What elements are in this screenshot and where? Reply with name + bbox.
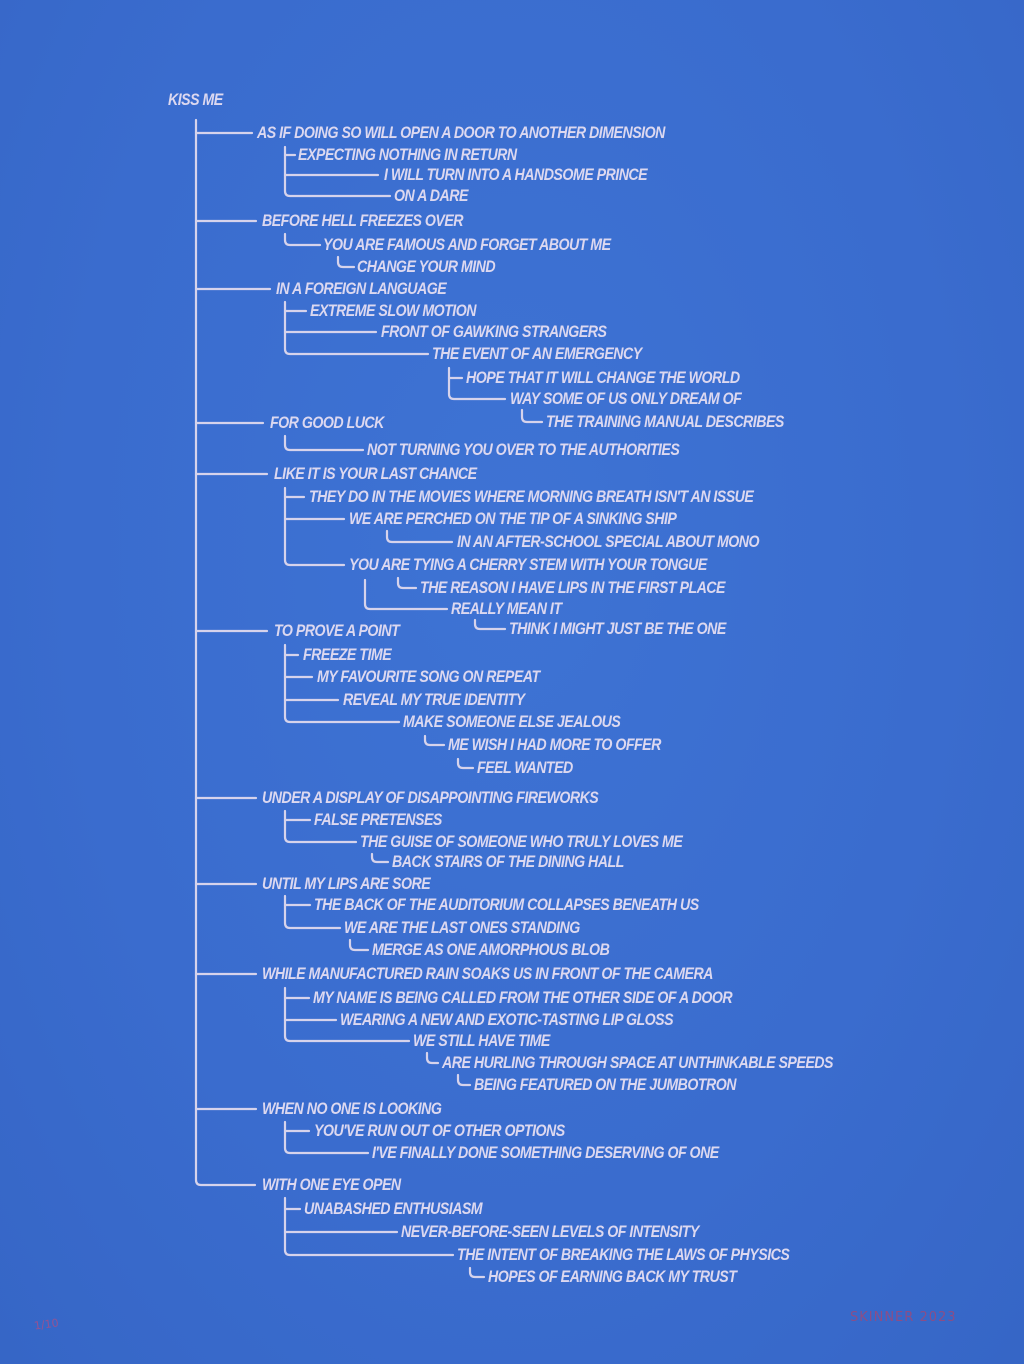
tree-node-label: ME WISH I HAD MORE TO OFFER [448,736,661,754]
tree-node-label: MAKE SOMEONE ELSE JEALOUS [403,713,621,731]
tree-node-label: WHILE MANUFACTURED RAIN SOAKS US IN FRONT OF THE CAMERA [262,965,713,983]
tree-node-label: FEEL WANTED [477,759,573,777]
tree-node-label: FOR GOOD LUCK [270,414,384,432]
tree-node-label: EXPECTING NOTHING IN RETURN [298,146,517,164]
tree-node-label: REALLY MEAN IT [451,600,562,618]
tree-node-label: NEVER-BEFORE-SEEN LEVELS OF INTENSITY [401,1223,699,1241]
tree-node-label: UNDER A DISPLAY OF DISAPPOINTING FIREWORKS [262,789,599,807]
tree-node-label: WE STILL HAVE TIME [413,1032,550,1050]
tree-node-label: THEY DO IN THE MOVIES WHERE MORNING BREATH ISN'T AN ISSUE [309,488,754,506]
tree-node-label: FALSE PRETENSES [314,811,442,829]
tree-node-label: ARE HURLING THROUGH SPACE AT UNTHINKABLE SPEEDS [442,1054,833,1072]
tree-node-label: MY FAVOURITE SONG ON REPEAT [317,668,540,686]
tree-node-label: THE EVENT OF AN EMERGENCY [432,345,642,363]
tree-node-label: THE BACK OF THE AUDITORIUM COLLAPSES BENEATH US [314,896,699,914]
tree-node-label: LIKE IT IS YOUR LAST CHANCE [274,465,477,483]
tree-node-label: FRONT OF GAWKING STRANGERS [381,323,607,341]
tree-root-label: KISS ME [168,91,223,109]
tree-node-label: IN AN AFTER-SCHOOL SPECIAL ABOUT MONO [457,533,760,551]
tree-node-label: TO PROVE A POINT [274,622,400,640]
tree-node-label: UNTIL MY LIPS ARE SORE [262,875,431,893]
artist-signature: SKINNER 2023 [850,1310,957,1325]
tree-node-label: ON A DARE [394,187,468,205]
tree-node-label: THE GUISE OF SOMEONE WHO TRULY LOVES ME [360,833,683,851]
tree-node-label: BACK STAIRS OF THE DINING HALL [392,853,624,871]
tree-node-label: I WILL TURN INTO A HANDSOME PRINCE [384,166,648,184]
tree-node-label: MERGE AS ONE AMORPHOUS BLOB [372,941,610,959]
tree-node-label: AS IF DOING SO WILL OPEN A DOOR TO ANOTHER DIMENSION [257,124,665,142]
tree-node-label: WAY SOME OF US ONLY DREAM OF [510,390,742,408]
tree-node-label: IN A FOREIGN LANGUAGE [276,280,447,298]
tree-node-label: WEARING A NEW AND EXOTIC-TASTING LIP GLOSS [340,1011,674,1029]
tree-node-label: CHANGE YOUR MIND [357,258,496,276]
tree-node-label: WE ARE THE LAST ONES STANDING [344,919,580,937]
tree-node-label: WE ARE PERCHED ON THE TIP OF A SINKING SHIP [349,510,677,528]
tree-node-label: FREEZE TIME [303,646,392,664]
tree-node-label: YOU ARE TYING A CHERRY STEM WITH YOUR TONGUE [349,556,707,574]
tree-node-label: REVEAL MY TRUE IDENTITY [343,691,525,709]
tree-node-label: BEING FEATURED ON THE JUMBOTRON [474,1076,737,1094]
tree-node-label: WHEN NO ONE IS LOOKING [262,1100,442,1118]
tree-node-label: THINK I MIGHT JUST BE THE ONE [509,620,726,638]
tree-node-label: NOT TURNING YOU OVER TO THE AUTHORITIES [367,441,680,459]
tree-node-label: HOPE THAT IT WILL CHANGE THE WORLD [466,369,740,387]
tree-node-label: WITH ONE EYE OPEN [262,1176,401,1194]
tree-node-label: BEFORE HELL FREEZES OVER [262,212,464,230]
tree-node-label: THE TRAINING MANUAL DESCRIBES [546,413,784,431]
tree-node-label: I'VE FINALLY DONE SOMETHING DESERVING OF ONE [372,1144,719,1162]
tree-node-label: THE INTENT OF BREAKING THE LAWS OF PHYSICS [457,1246,790,1264]
edition-number: 1/10 [33,1316,60,1333]
tree-node-label: YOU ARE FAMOUS AND FORGET ABOUT ME [323,236,611,254]
tree-node-label: HOPES OF EARNING BACK MY TRUST [488,1268,737,1286]
tree-node-label: UNABASHED ENTHUSIASM [304,1200,483,1218]
tree-node-label: THE REASON I HAVE LIPS IN THE FIRST PLACE [420,579,725,597]
tree-node-label: MY NAME IS BEING CALLED FROM THE OTHER SIDE OF A DOOR [313,989,733,1007]
tree-node-label: YOU'VE RUN OUT OF OTHER OPTIONS [314,1122,565,1140]
tree-node-label: EXTREME SLOW MOTION [310,302,476,320]
